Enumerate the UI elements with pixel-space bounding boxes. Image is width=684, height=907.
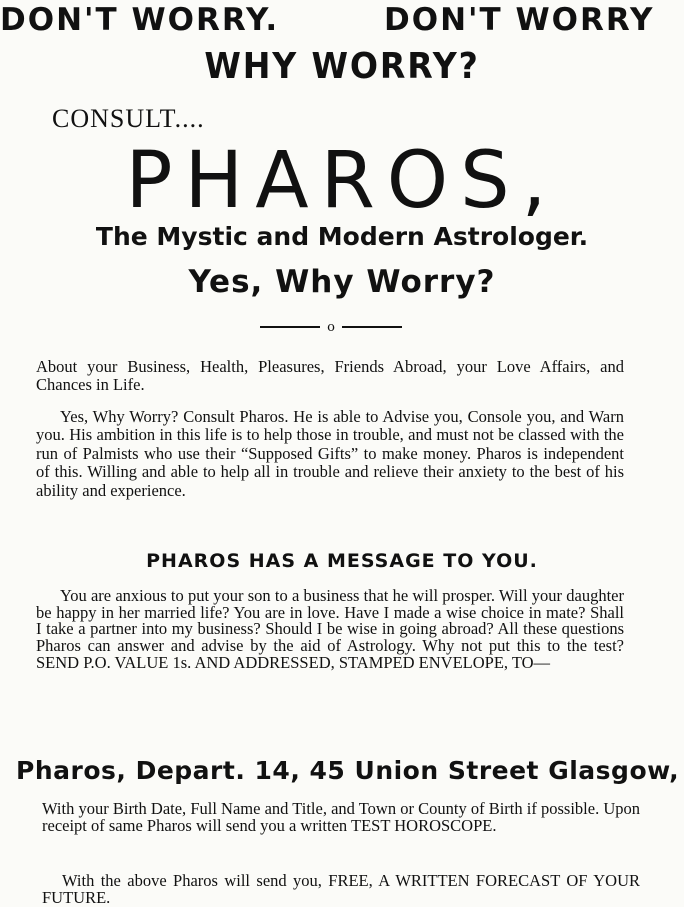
consult-paragraph: Yes, Why Worry? Consult Pharos. He is able to Advise you, Console you, and Warn you. His ambition in this life is to help those in trouble, and must not be classed with the run of Palmists who use their “Supposed Gifts” to make money. Pharos is independent of this. Willing and able to help all in trouble and relieve their anxiety to the best of his ability and experience. (36, 407, 624, 500)
headline-question: WHY WORRY? (204, 46, 480, 87)
ornament-divider (258, 316, 404, 336)
address-line: Pharos, Depart. 14, 45 Union Street Glasgow, (16, 756, 680, 785)
ornament-rule-icon (258, 316, 404, 336)
headline-left: DON'T WORRY. (0, 2, 280, 38)
pharos-title: PHAROS, (125, 136, 559, 226)
consult-label: CONSULT.... (52, 104, 205, 133)
message-heading: PHAROS HAS A MESSAGE TO YOU. (146, 550, 538, 572)
intro-paragraph: About your Business, Health, Pleasures, Friends Abroad, your Love Affairs, and Chances in Life. (36, 357, 624, 395)
free-forecast-paragraph: With the above Pharos will send you, FREE, A WRITTEN FORECAST OF YOUR FUTURE. (42, 871, 640, 907)
ornament-glyph: o (327, 320, 335, 335)
subtitle: The Mystic and Modern Astrologer. (95, 222, 589, 251)
questions-paragraph: You are anxious to put your son to a business that he will prosper. Will your daughter be happy in her married life? You are in love. Have I made a wise choice in mate? Shall I take a partner into my business? Should I be wise in going abroad? All these questions Pharos can answer and advise by the aid of Astrology. Why not put this to the test? SEND P.O. VALUE 1s. AND ADDRESSED, STAMPED ENVELOPE, TO— (36, 586, 624, 672)
headline-right: DON'T WORRY (384, 2, 655, 38)
birth-paragraph: With your Birth Date, Full Name and Title, and Town or County of Birth if possible. Upon receipt of same Pharos will send you a written TEST HOROSCOPE. (42, 799, 640, 835)
tagline: Yes, Why Worry? (188, 264, 496, 300)
